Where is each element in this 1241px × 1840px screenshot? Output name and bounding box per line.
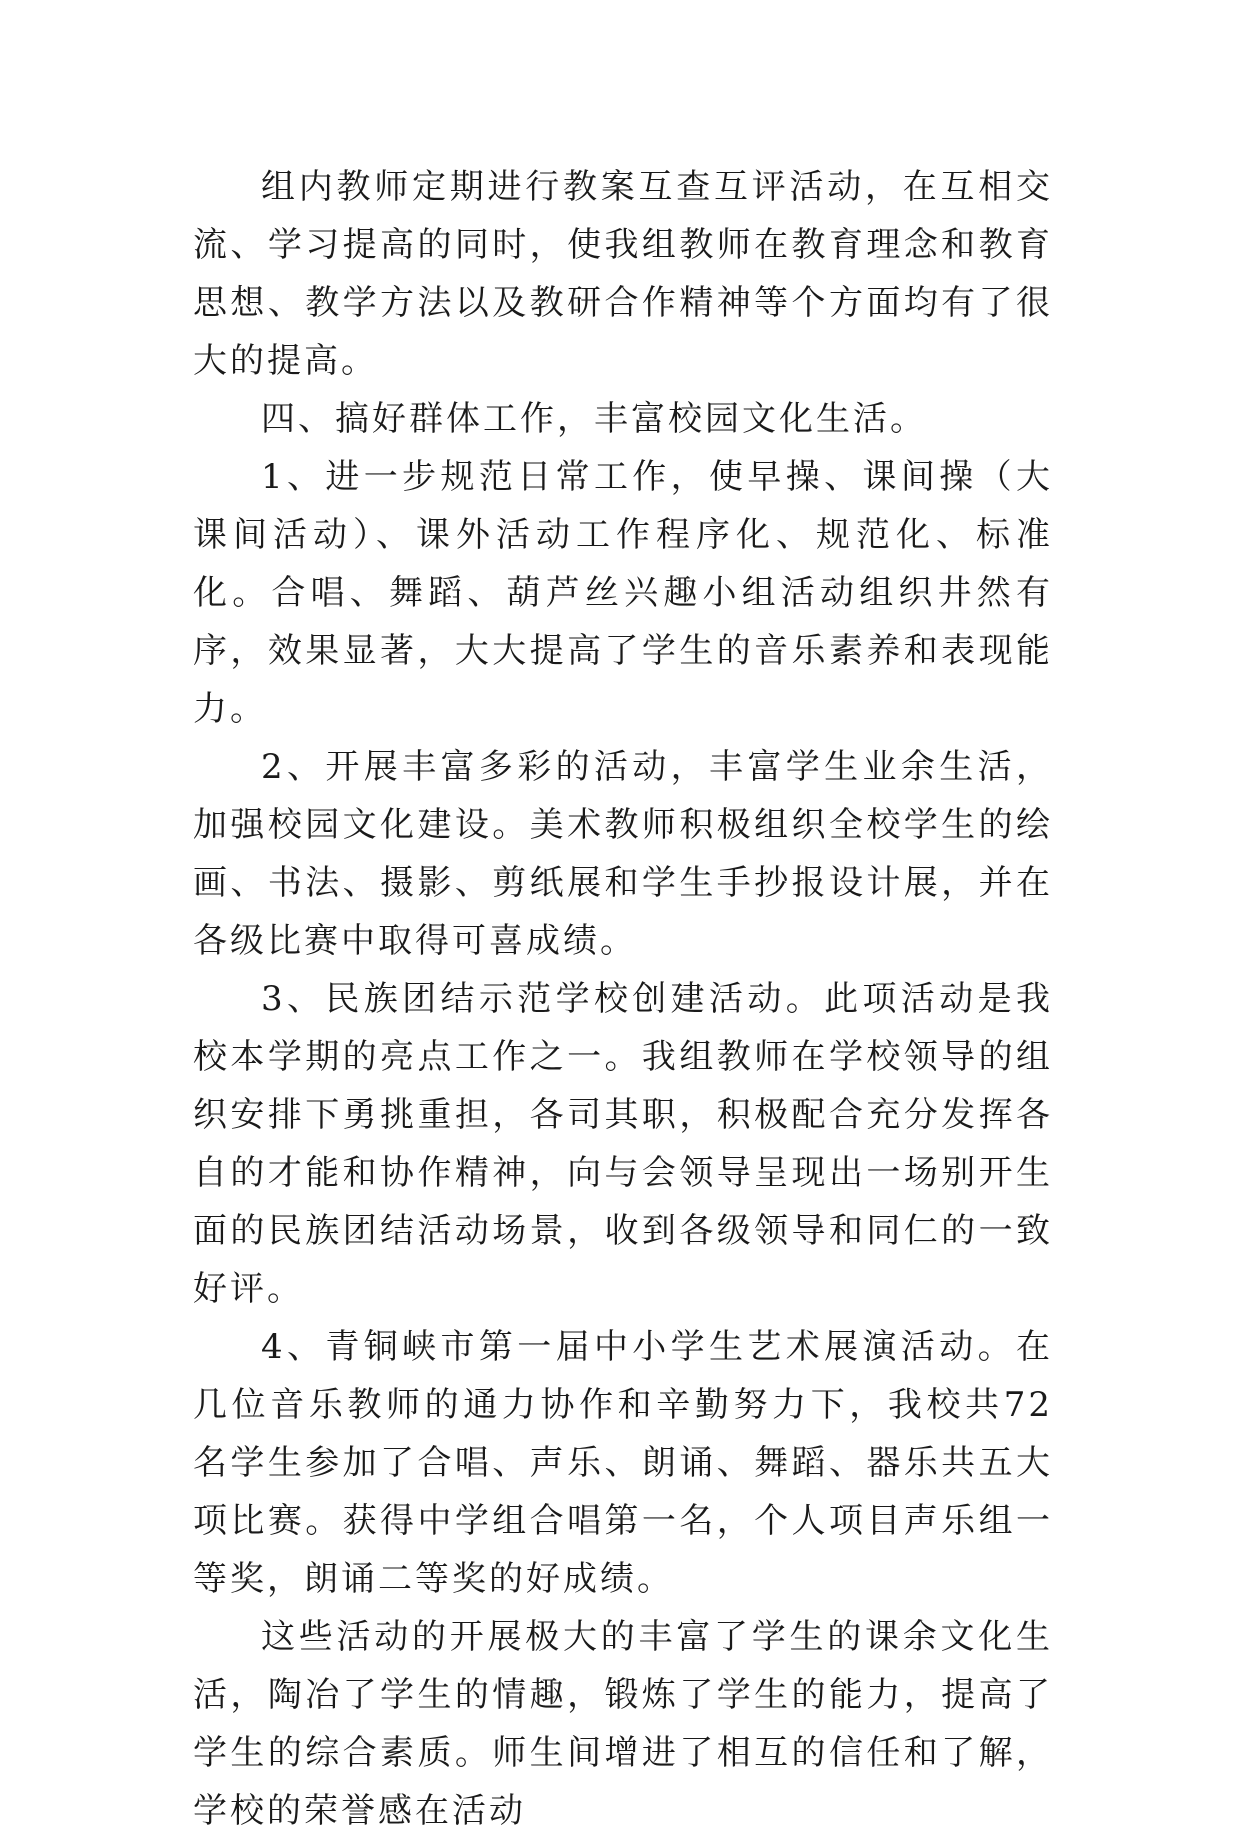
paragraph-2-section-heading: 四、搞好群体工作，丰富校园文化生活。 bbox=[261, 399, 927, 439]
paragraph-1: 组内教师定期进行教案互查互评活动，在互相交流、学习提高的同时，使我组教师在教育理念和教育思想、教学方法以及教研合作精神等个方面均有了很大的提高。 bbox=[193, 167, 1053, 381]
paragraph-3: 1、进一步规范日常工作，使早操、课间操（大课间活动）、课外活动工作程序化、规范化、标准化。合唱、舞蹈、葫芦丝兴趣小组活动组织井然有序，效果显著，大大提高了学生的音乐素养和表现能力。 bbox=[193, 457, 1053, 729]
paragraph-6: 4、青铜峡市第一届中小学生艺术展演活动。在几位音乐教师的通力协作和辛勤努力下，我校共72名学生参加了合唱、声乐、朗诵、舞蹈、器乐共五大项比赛。获得中学组合唱第一名，个人项目声乐组一等奖，朗诵二等奖的好成绩。 bbox=[193, 1327, 1053, 1599]
document-body bbox=[193, 158, 1053, 1840]
paragraph-5: 3、民族团结示范学校创建活动。此项活动是我校本学期的亮点工作之一。我组教师在学校领导的组织安排下勇挑重担，各司其职，积极配合充分发挥各自的才能和协作精神，向与会领导呈现出一场别开生面的民族团结活动场景，收到各级领导和同仁的一致好评。 bbox=[193, 979, 1053, 1309]
paragraph-4: 2、开展丰富多彩的活动，丰富学生业余生活，加强校园文化建设。美术教师积极组织全校学生的绘画、书法、摄影、剪纸展和学生手抄报设计展，并在各级比赛中取得可喜成绩。 bbox=[193, 747, 1053, 961]
paragraph-7: 这些活动的开展极大的丰富了学生的课余文化生活，陶冶了学生的情趣，锻炼了学生的能力，提高了学生的综合素质。师生间增进了相互的信任和了解，学校的荣誉感在活动 bbox=[193, 1617, 1053, 1831]
